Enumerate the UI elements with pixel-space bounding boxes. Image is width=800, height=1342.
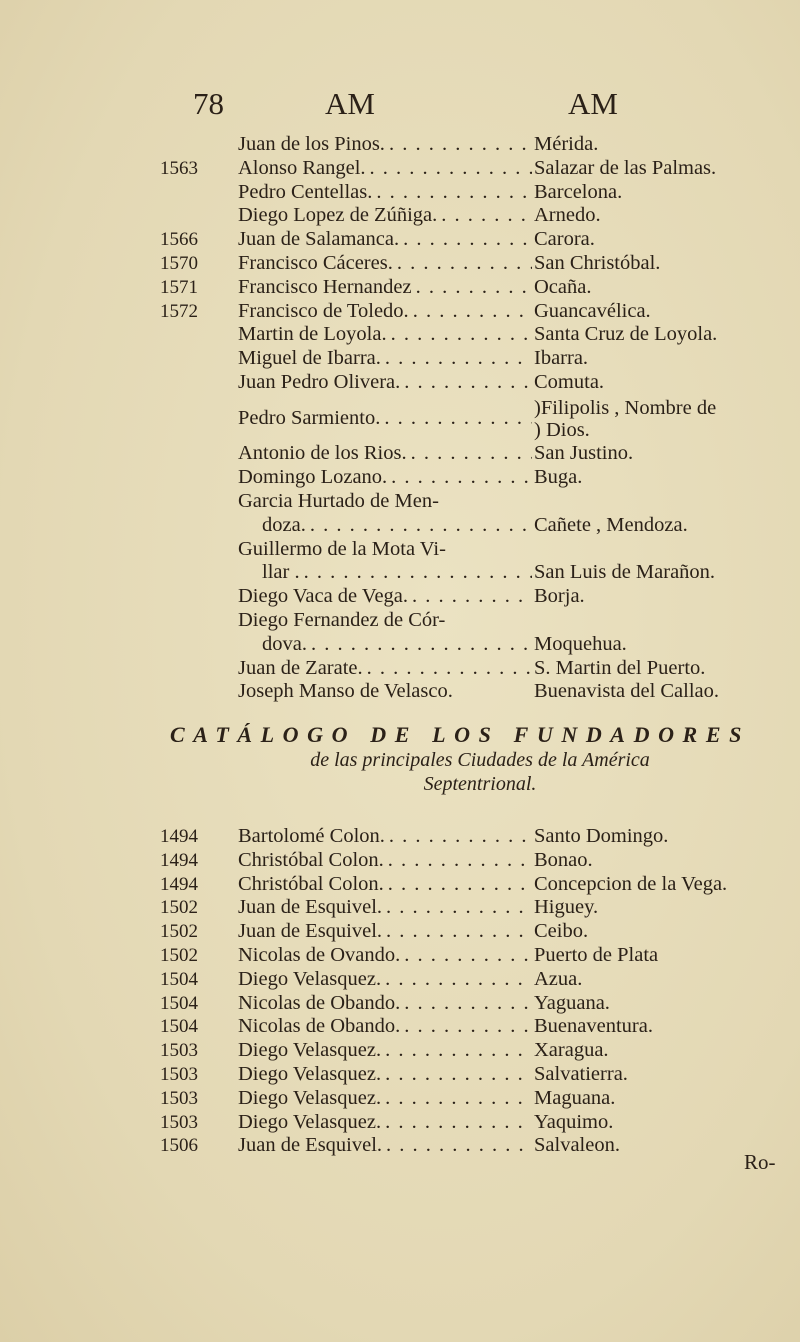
founder-name: Christóbal Colon. <box>238 872 384 895</box>
founder-row <box>160 323 780 347</box>
founder-row <box>160 609 780 633</box>
founder-name: Garcia Hurtado de Men- <box>238 489 439 512</box>
founder-row-continuation <box>160 514 780 538</box>
founder-name: Francisco Cáceres. <box>238 251 393 274</box>
founded-city: Comuta. <box>534 370 605 393</box>
founding-year: 1503 <box>160 1040 198 1062</box>
founder-name: Nicolas de Obando. <box>238 1015 401 1038</box>
dot-leader <box>307 633 532 657</box>
dot-leader <box>381 1087 532 1111</box>
founded-city: Xaragua. <box>534 1039 609 1062</box>
founder-name-cell <box>238 442 532 466</box>
dot-leader <box>381 347 532 371</box>
dot-leader <box>381 1111 532 1135</box>
dot-leader <box>408 585 532 609</box>
dot-leader <box>382 920 532 944</box>
founder-row <box>160 585 780 609</box>
founder-name-cell <box>238 609 532 633</box>
founding-year: 1570 <box>160 252 198 274</box>
founded-city: Concepcion de la Vega. <box>534 872 728 895</box>
founder-name: Juan Pedro Olivera. <box>238 370 401 393</box>
founded-city: Buenavista del Callao. <box>534 680 720 703</box>
founder-name-cell <box>238 1134 532 1158</box>
founder-name: Miguel de Ibarra. <box>238 347 381 370</box>
founder-row <box>160 849 780 873</box>
founded-city: Maguana. <box>534 1086 616 1109</box>
founded-city: Cañete , Mendoza. <box>534 513 688 536</box>
founder-row <box>160 276 780 300</box>
founded-city: Mérida. <box>534 133 599 155</box>
founding-year: 1502 <box>160 944 198 966</box>
founder-name: Martin de Loyola. <box>238 323 387 346</box>
founder-row <box>160 825 780 849</box>
founding-year: 1566 <box>160 229 198 251</box>
dot-leader <box>407 442 532 466</box>
founded-city: Yaguana. <box>534 991 610 1014</box>
dot-leader <box>306 514 532 538</box>
founder-row <box>160 347 780 371</box>
catchword: Ro- <box>744 1150 776 1174</box>
founded-city: Yaquimo. <box>534 1110 614 1133</box>
founder-name-cell <box>238 538 532 562</box>
founder-name: Domingo Lozano. <box>238 466 388 489</box>
founder-row <box>160 896 780 920</box>
founded-city: Buga. <box>534 466 583 489</box>
founder-name-cell <box>238 133 532 157</box>
founding-year: 1494 <box>160 826 198 847</box>
founder-name-cell <box>238 585 532 609</box>
founder-name-continuation: doza. <box>262 513 306 536</box>
founder-row <box>160 1134 780 1158</box>
founder-name-cell <box>238 920 532 944</box>
founded-city: Borja. <box>534 585 585 608</box>
running-head-left: AM <box>325 86 375 121</box>
founder-name: Diego Vaca de Vega. <box>238 585 409 608</box>
founder-name: Francisco Hernandez <box>238 275 412 298</box>
founder-row <box>160 157 780 181</box>
founder-row <box>160 944 780 968</box>
founded-city: Azua. <box>534 967 583 990</box>
founder-name: Francisco de Toledo. <box>238 299 409 322</box>
founded-city: S. Martin del Puerto. <box>534 656 706 679</box>
founder-name-cell <box>238 944 532 968</box>
founder-name: Nicolas de Obando. <box>238 991 401 1014</box>
founding-year: 1503 <box>160 1063 198 1085</box>
founder-row-continuation <box>160 561 780 585</box>
founder-name-cell <box>238 873 532 897</box>
founder-name-cell <box>238 657 532 681</box>
founded-city: Ibarra. <box>534 347 589 370</box>
founder-name-cell <box>238 896 532 920</box>
founder-row <box>160 133 780 157</box>
catalog-title: CATÁLOGO DE LOS FUNDADORES <box>170 722 750 747</box>
founder-row <box>160 680 780 704</box>
founding-year: 1494 <box>160 873 198 895</box>
founder-name-cell <box>238 633 532 657</box>
dot-leader <box>300 561 532 585</box>
dot-leader <box>372 181 532 205</box>
founded-city: Moquehua. <box>534 632 627 655</box>
founder-name: Diego Fernandez de Cór- <box>238 608 446 631</box>
founder-name-cell <box>238 1015 532 1039</box>
dot-leader <box>384 849 532 873</box>
founder-row <box>160 442 780 466</box>
founder-name: Christóbal Colon. <box>238 848 384 871</box>
founder-row <box>160 1063 780 1087</box>
dot-leader <box>437 204 532 228</box>
dot-leader <box>381 1063 532 1087</box>
founded-city: San Christóbal. <box>534 251 661 274</box>
dot-leader <box>385 825 532 849</box>
founded-city: Ceibo. <box>534 920 589 943</box>
catalog-subtitle-line2: Septentrional. <box>423 773 537 795</box>
page-number: 78 <box>193 86 224 121</box>
founder-name: Juan de Zarate. <box>238 656 363 679</box>
founder-name: Guillermo de la Mota Vi- <box>238 537 446 560</box>
dot-leader <box>381 968 532 992</box>
founder-name-cell <box>238 252 532 276</box>
founder-name: Diego Velasquez. <box>238 967 382 990</box>
founded-city: Higuey. <box>534 896 599 919</box>
founder-name: Juan de los Pinos. <box>238 133 385 155</box>
founded-city <box>532 397 716 441</box>
founded-city: Bonao. <box>534 848 593 871</box>
dot-leader <box>400 992 532 1016</box>
dot-leader <box>400 371 532 395</box>
founder-row <box>160 395 780 443</box>
founder-name-cell <box>238 228 532 252</box>
founder-row <box>160 1015 780 1039</box>
dot-leader <box>385 133 532 157</box>
founder-name: Diego Lopez de Zúñiga. <box>238 204 438 227</box>
founder-row <box>160 252 780 276</box>
founder-name-cell <box>238 323 532 347</box>
founder-name: Juan de Esquivel. <box>238 896 383 919</box>
founder-row <box>160 1087 780 1111</box>
founder-name-cell <box>238 407 532 431</box>
founded-city: Carora. <box>534 228 595 251</box>
dot-leader <box>399 228 532 252</box>
founded-city: Barcelona. <box>534 180 623 203</box>
founder-name-cell <box>238 181 532 205</box>
founding-year: 1572 <box>160 300 198 322</box>
founded-city: Santa Cruz de Loyola. <box>534 323 718 346</box>
founder-row <box>160 992 780 1016</box>
founder-name: Joseph Manso de Velasco. <box>238 680 453 703</box>
founding-year: 1494 <box>160 849 198 871</box>
founding-year: 1563 <box>160 157 198 179</box>
founded-city: Arnedo. <box>534 204 601 227</box>
founder-name-cell <box>238 825 532 849</box>
founder-name-cell <box>238 466 532 490</box>
founder-row <box>160 204 780 228</box>
founded-city: Guancavélica. <box>534 299 651 322</box>
founded-city: Buenaventura. <box>534 1015 653 1038</box>
founder-name-cell <box>238 276 532 300</box>
founder-name-cell <box>238 992 532 1016</box>
founder-row <box>160 968 780 992</box>
founder-name-cell <box>238 561 532 585</box>
founding-year: 1506 <box>160 1135 198 1157</box>
founded-city: Salvaleon. <box>534 1134 620 1157</box>
founder-row <box>160 1039 780 1063</box>
founding-year: 1571 <box>160 276 198 298</box>
founder-row <box>160 490 780 514</box>
founder-row <box>160 538 780 562</box>
founder-name: Pedro Centellas. <box>238 180 373 203</box>
founded-city-line1: )Filipolis , Nombre de <box>534 396 717 419</box>
founder-row <box>160 300 780 324</box>
founder-row <box>160 920 780 944</box>
founded-city: Puerto de Plata <box>534 943 659 966</box>
founded-city: San Luis de Marañon. <box>534 561 716 584</box>
founding-year: 1504 <box>160 968 198 990</box>
founder-name-continuation: llar . <box>262 561 300 584</box>
dot-leader <box>381 1039 532 1063</box>
dot-leader <box>384 873 532 897</box>
founding-year: 1504 <box>160 1016 198 1038</box>
founder-row <box>160 873 780 897</box>
dot-leader <box>382 1134 532 1158</box>
founder-row <box>160 181 780 205</box>
founder-name-cell <box>238 1087 532 1111</box>
founder-name: Alonso Rangel. <box>238 156 366 179</box>
founders-list-north <box>160 825 780 1158</box>
founder-name-cell <box>238 1063 532 1087</box>
founded-city: San Justino. <box>534 442 634 465</box>
founding-year: 1504 <box>160 992 198 1014</box>
founder-name-cell <box>238 300 532 324</box>
founder-name-cell <box>238 371 532 395</box>
founder-name-cell <box>238 514 532 538</box>
founder-name: Diego Velasquez. <box>238 1062 382 1085</box>
dot-leader <box>387 466 532 490</box>
founder-name-cell <box>238 680 532 704</box>
founder-name-cell <box>238 1111 532 1135</box>
catalog-subtitle-line1: de las principales Ciudades de la América <box>310 749 650 771</box>
founder-name: Bartolomé Colon. <box>238 825 385 847</box>
dot-leader <box>400 944 532 968</box>
founder-name-cell <box>238 849 532 873</box>
founding-year: 1502 <box>160 921 198 943</box>
founding-year: 1503 <box>160 1111 198 1133</box>
founder-name: Diego Velasquez. <box>238 1086 382 1109</box>
founded-city: Ocaña. <box>534 275 592 298</box>
founder-name-cell <box>238 490 532 514</box>
founder-row <box>160 228 780 252</box>
founder-name-cell <box>238 204 532 228</box>
founder-name: Pedro Sarmiento. <box>238 406 381 429</box>
dot-leader <box>363 657 532 681</box>
founder-name: Juan de Salamanca. <box>238 228 400 251</box>
founded-city: Santo Domingo. <box>534 825 669 847</box>
founder-name: Nicolas de Ovando. <box>238 943 401 966</box>
founder-name-continuation: dova. <box>262 632 307 655</box>
founder-row-continuation <box>160 633 780 657</box>
founded-city: Salazar de las Palmas. <box>534 156 717 179</box>
founding-year: 1502 <box>160 897 198 919</box>
founded-city: Salvatierra. <box>534 1062 628 1085</box>
dot-leader <box>393 252 532 276</box>
founder-row <box>160 466 780 490</box>
founded-city-line2: ) Dios. <box>534 418 590 441</box>
founding-year: 1503 <box>160 1087 198 1109</box>
founder-name: Diego Velasquez. <box>238 1039 382 1062</box>
dot-leader <box>412 276 532 300</box>
dot-leader <box>366 157 532 181</box>
founder-name-cell <box>238 157 532 181</box>
founder-name-cell <box>238 968 532 992</box>
founder-name-cell <box>238 1039 532 1063</box>
dot-leader <box>380 407 532 431</box>
founders-list-south <box>160 133 780 704</box>
founder-name: Juan de Esquivel. <box>238 1134 383 1157</box>
running-head-right: AM <box>568 86 618 121</box>
founder-name-cell <box>238 347 532 371</box>
dot-leader <box>387 323 532 347</box>
dot-leader <box>382 896 532 920</box>
founder-row <box>160 1111 780 1135</box>
founder-row <box>160 371 780 395</box>
founder-row <box>160 657 780 681</box>
founder-name: Antonio de los Rios. <box>238 442 407 465</box>
founder-name: Diego Velasquez. <box>238 1110 382 1133</box>
dot-leader <box>409 300 532 324</box>
founder-name: Juan de Esquivel. <box>238 920 383 943</box>
dot-leader <box>400 1015 532 1039</box>
